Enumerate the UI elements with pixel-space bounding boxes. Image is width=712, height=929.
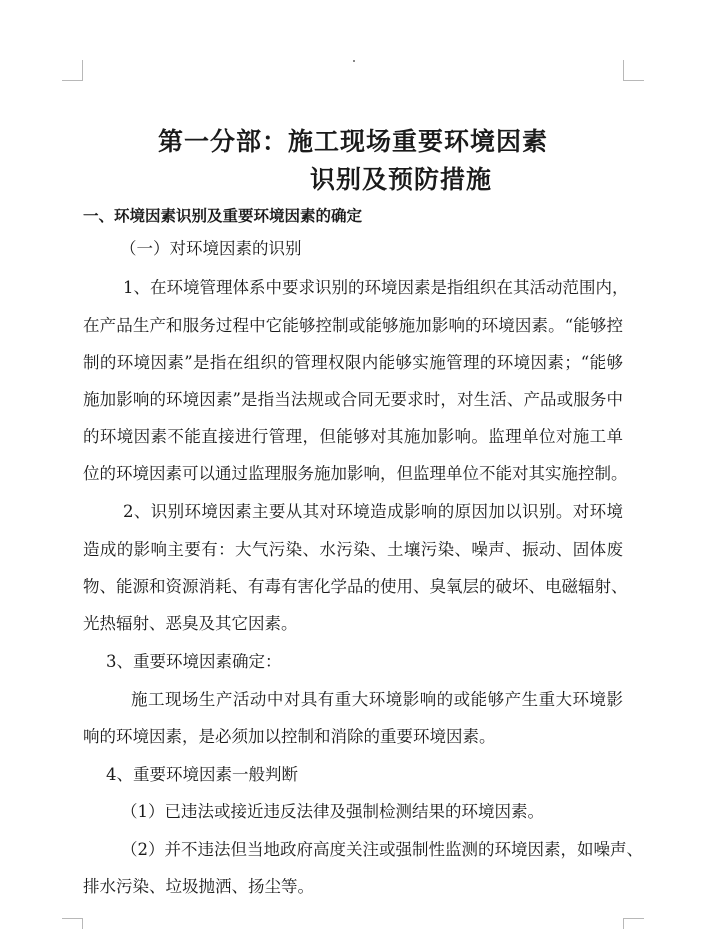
para1-line: 位的环境因素可以通过监理服务施加影响，但监理单位不能对其实施控制。 xyxy=(83,464,628,483)
para1-line: 制的环境因素”是指在组织的管理权限内能够实施管理的环境因素；“能够 xyxy=(83,353,623,372)
para2-line: 光热辐射、恶臭及其它因素。 xyxy=(83,614,298,633)
para2-line: 造成的影响主要有：大气污染、水污染、土壤污染、噪声、振动、固体废 xyxy=(83,540,623,559)
crop-mark-bottom-left-h xyxy=(62,918,83,919)
para2-line: 2、识别环境因素主要从其对环境造成影响的原因加以识别。对环境 xyxy=(123,502,623,521)
item4-1: （1）已违法或接近违反法律及强制检测结果的环境因素。 xyxy=(121,802,544,821)
para3-line: 施工现场生产活动中对具有重大环境影响的或能够产生重大环境影 xyxy=(131,690,623,709)
para2-line: 物、能源和资源消耗、有毒有害化学品的使用、臭氧层的破坏、电磁辐射、 xyxy=(83,577,628,596)
crop-mark-top-right-v xyxy=(623,60,624,81)
header-dot xyxy=(353,60,355,62)
crop-mark-top-right-h xyxy=(623,80,644,81)
crop-mark-top-left-h xyxy=(62,80,83,81)
item3-heading: 3、重要环境因素确定： xyxy=(106,652,282,671)
crop-mark-bottom-left-v xyxy=(82,918,83,929)
item4-heading: 4、重要环境因素一般判断 xyxy=(106,765,298,784)
para1-line: 的环境因素不能直接进行管理，但能够对其施加影响。监理单位对施工单 xyxy=(83,427,623,446)
crop-mark-top-left-v xyxy=(82,60,83,81)
crop-mark-bottom-right-v xyxy=(623,918,624,929)
crop-mark-bottom-right-h xyxy=(623,918,644,919)
item4-2-line: （2）并不违法但当地政府高度关注或强制性监测的环境因素，如噪声、 xyxy=(121,840,643,859)
para1-line: 施加影响的环境因素”是指当法规或合同无要求时，对生活、产品或服务中 xyxy=(83,390,623,409)
para3-line: 响的环境因素，是必须加以控制和消除的重要环境因素。 xyxy=(83,727,496,746)
section-heading: 一、环境因素识别及重要环境因素的确定 xyxy=(83,206,363,225)
para1-line: 在产品生产和服务过程中它能够控制或能够施加影响的环境因素。“能够控 xyxy=(83,316,623,335)
para1-line: 1、在环境管理体系中要求识别的环境因素是指组织在其活动范围内， xyxy=(123,278,629,297)
item4-2-line: 排水污染、垃圾抛洒、扬尘等。 xyxy=(83,877,314,896)
document-title-line1: 第一分部：施工现场重要环境因素 xyxy=(158,127,549,156)
document-title-line2: 识别及预防措施 xyxy=(310,165,493,194)
subsection-heading: （一）对环境因素的识别 xyxy=(120,239,302,258)
